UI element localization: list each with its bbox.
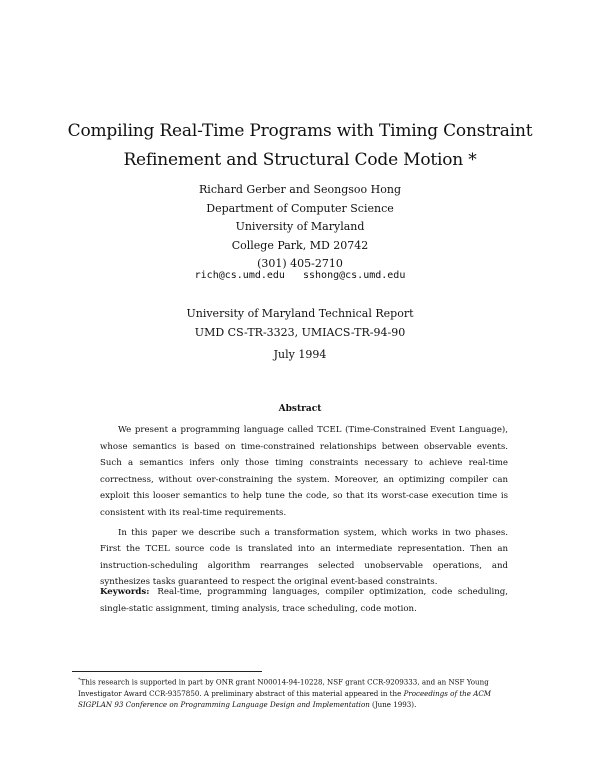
keywords-label: Keywords: — [100, 587, 150, 597]
abstract-body — [100, 422, 508, 594]
paper-title — [0, 117, 600, 175]
report-info — [0, 304, 600, 342]
author-emails — [0, 270, 600, 281]
email-gerber: rich@cs.umd.edu — [194, 270, 285, 281]
author-address: College Park, MD 20742 — [231, 238, 369, 252]
keywords — [100, 584, 508, 617]
footnote-proceedings: Proceedings of the ACM SIGPLAN 93 Conference on Programming Language Design and Implementation — [78, 688, 492, 709]
author-department: Department of Computer Science — [206, 201, 394, 215]
abstract-paragraph-1: We present a programming language called TCEL (Time-Constrained Event Language), whose semantics is based on time-constrained relationships between observable events. Such a semantics infers only those timing constraints necessary to achieve real-time correctness, without over-constraining the system. Moreover, an optimizing compiler can exploit this looser semantics to help tune the code, so that its worst-case execution time is consistent with its real-time requirements. — [100, 425, 508, 518]
abstract-heading: Abstract — [278, 404, 322, 414]
footnote — [78, 675, 512, 710]
author-block — [0, 181, 600, 274]
footnote-divider — [72, 671, 262, 672]
report-line-1: University of Maryland Technical Report — [186, 307, 414, 320]
email-hong: sshong@cs.umd.edu — [302, 270, 406, 281]
report-line-2: UMD CS-TR-3323, UMIACS-TR-94-90 — [194, 326, 406, 339]
author-university: University of Maryland — [235, 220, 365, 233]
author-phone: (301) 405-2710 — [257, 257, 343, 270]
footnote-text-before: This research is supported in part by ONR grant N00014-94-10228, NSF grant CCR-9209333, and an NSF Young Investigator Award CCR-9357850. A preliminary abstract of this material appeared in the — [78, 677, 489, 698]
title-line-1: Compiling Real-Time Programs with Timing Constraint — [67, 121, 533, 141]
footnote-text-after: (June 1993). — [369, 699, 417, 709]
abstract-paragraph-2: In this paper we describe such a transformation system, which works in two phases. First the TCEL source code is translated into an intermediate representation. Then an instruction-scheduling algorithm rearranges selected unobservable operations, and synthesizes tasks guaranteed to respect the original event-based constraints. — [100, 527, 508, 588]
keywords-text: Real-time, programming languages, compiler optimization, code scheduling, single-static assignment, timing analysis, trace scheduling, code motion. — [100, 587, 508, 614]
footnote-marker: * — [78, 677, 81, 683]
title-line-2: Refinement and Structural Code Motion * — [123, 150, 477, 170]
report-date: July 1994 — [273, 348, 327, 361]
author-names: Richard Gerber and Seongsoo Hong — [199, 183, 401, 196]
